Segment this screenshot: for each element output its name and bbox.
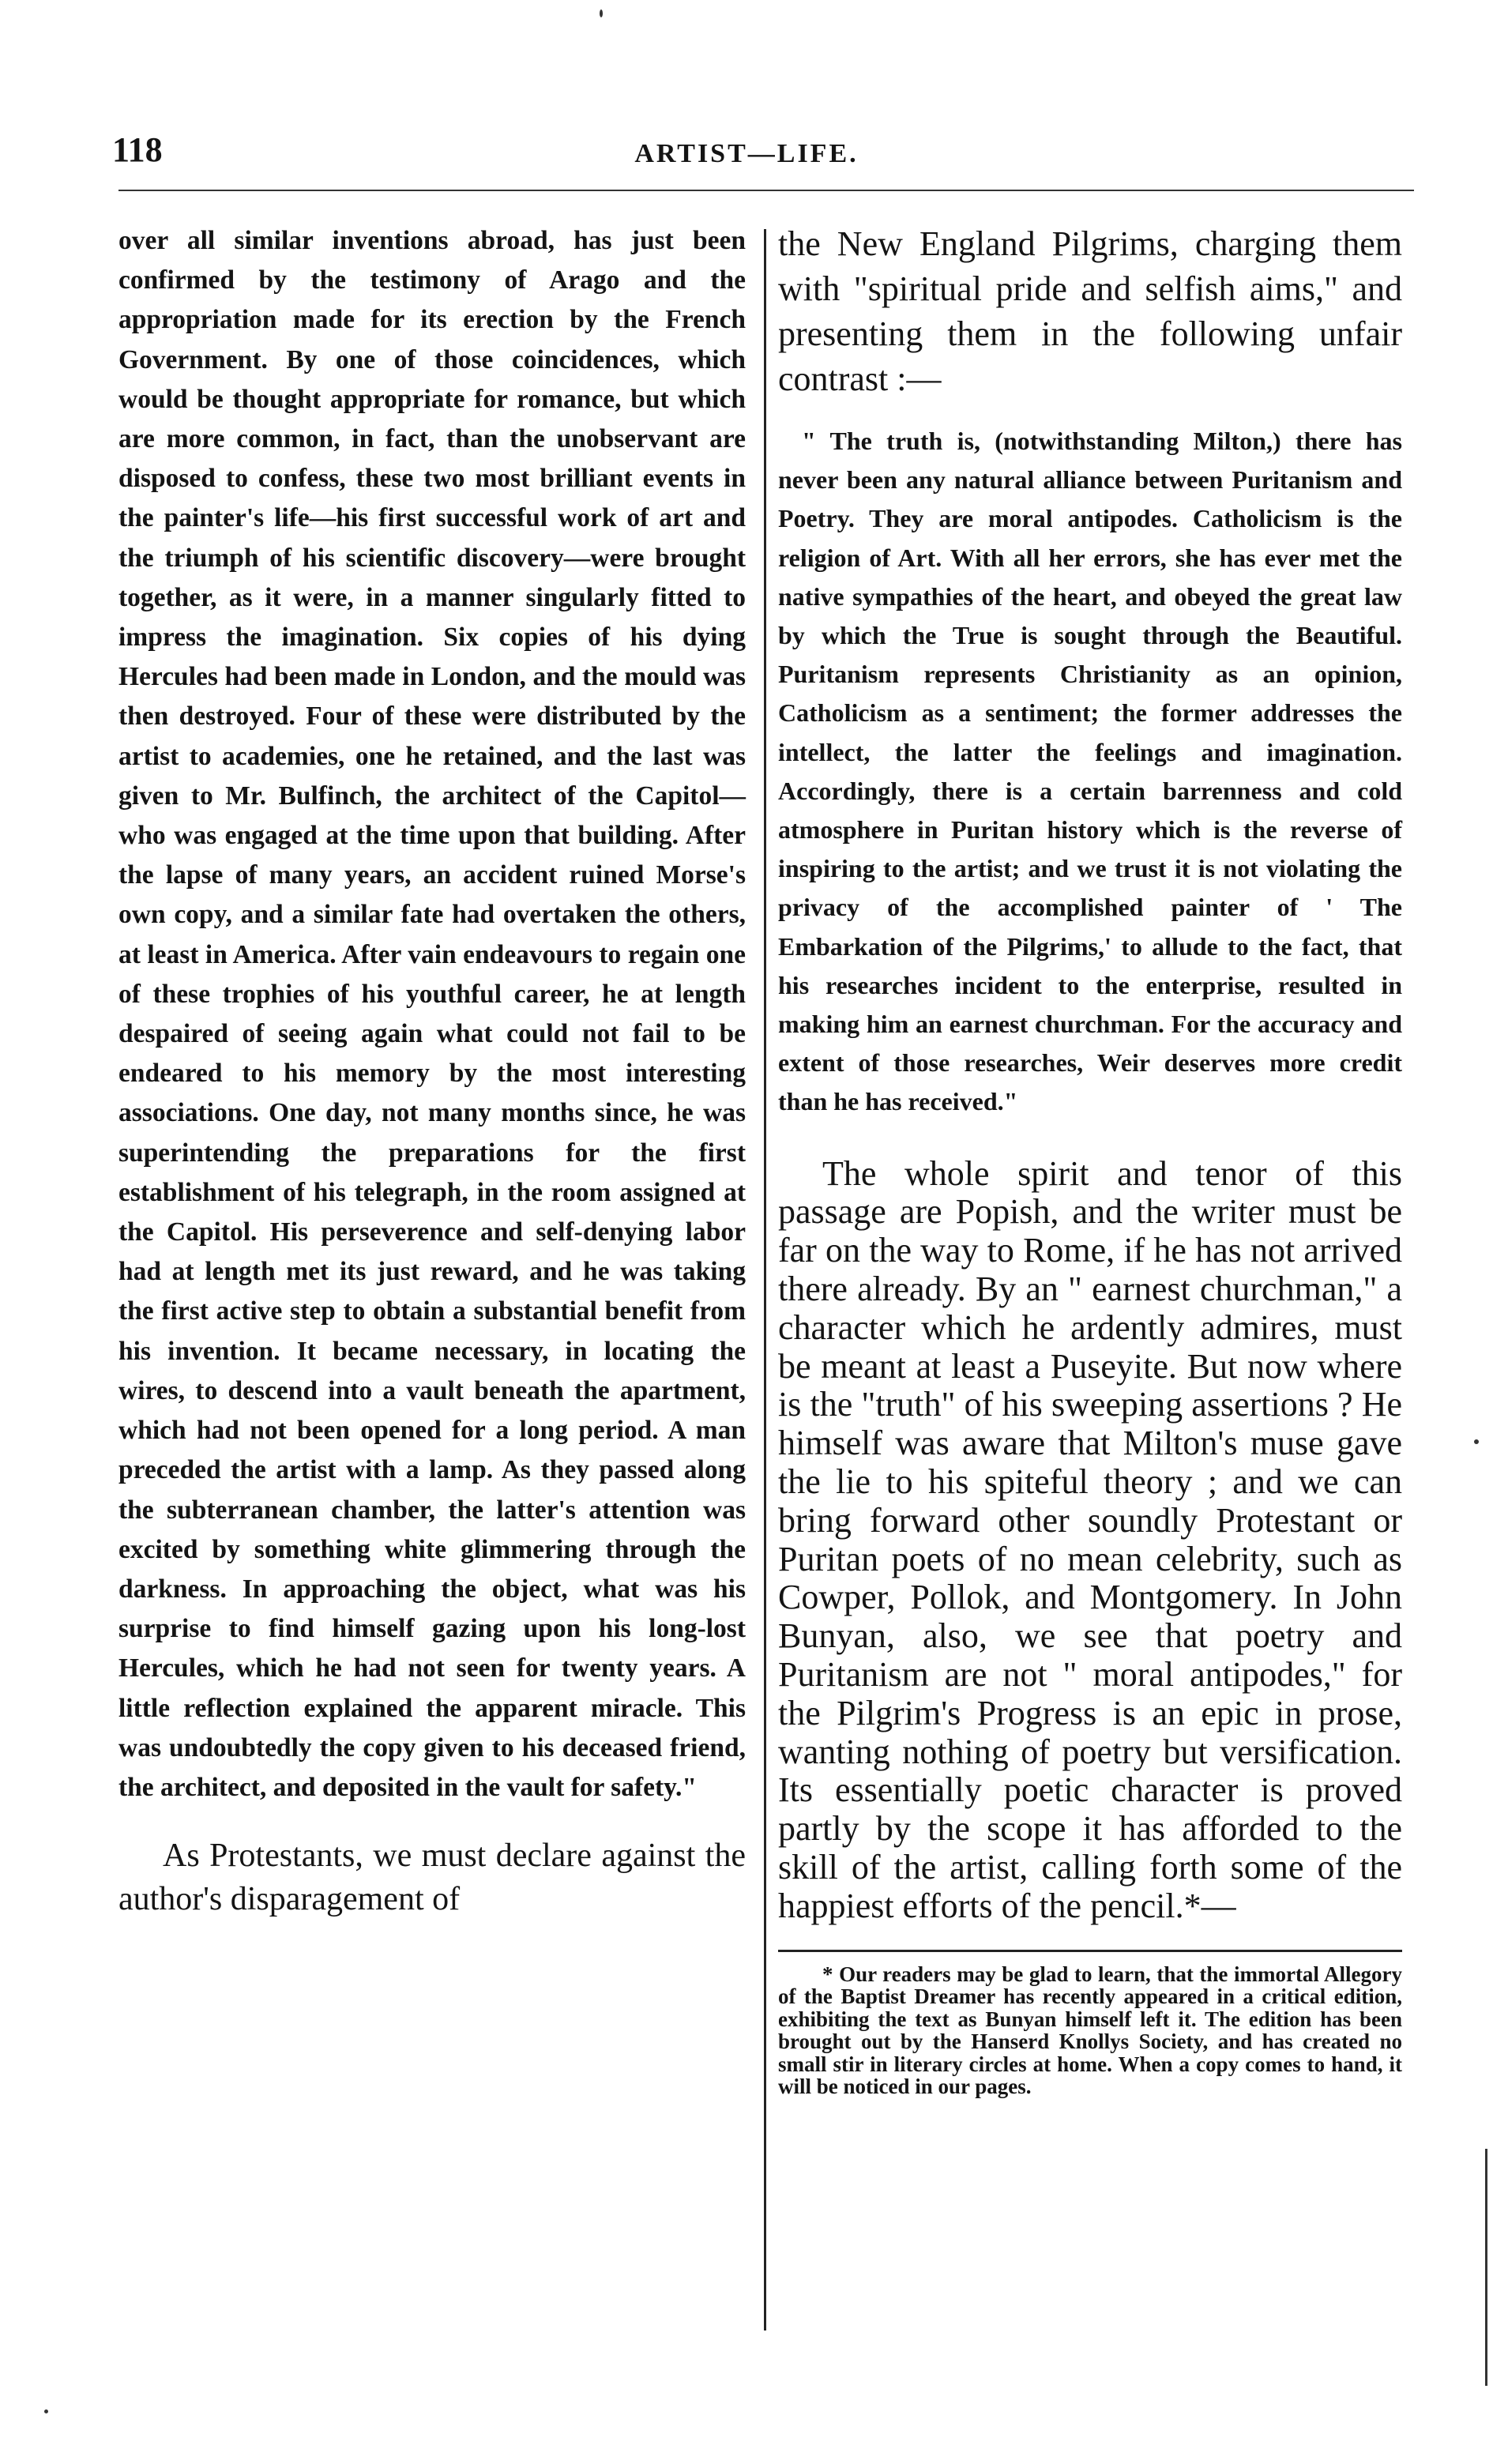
page-number: 118 [112,130,163,169]
left-column [118,221,746,1921]
column-divider [764,229,766,2330]
header-rule [118,190,1414,191]
right-body-paragraph: The whole spirit and tenor of this passage are Popish, and the writer must be far on the way to Rome, if he has not arrived there already. By an " earnest churchman," a character which he ardently admires, must be meant at least a Puseyite. But now where is the "truth" of his sweeping assertions ? He himself was aware that Milton's muse gave the lie to his spiteful theory ; and we can bring forward other soundly Protestant or Puritan poets of no mean celebrity, such as Cowper, Pollok, and Montgomery. In John Bunyan, also, we see that poetry and Puritanism are not " moral antipodes," for the Pilgrim's Progress is an epic in prose, wanting nothing of poetry but versification. Its essentially poetic character is proved partly by the scope it has afforded to the skill of the artist, calling forth some of the happiest efforts of the pencil.*— [778,1153,1402,1925]
right-lead-paragraph: the New England Pilgrims, charging them with "spiritual pride and selfish aims," and presenting them in the following unfair contrast :— [778,224,1402,398]
print-speck [1474,1439,1479,1444]
print-speck [44,2409,48,2413]
right-column [778,221,1402,2098]
block-quote: " The truth is, (notwithstanding Milton,) there has never been any natural alliance between Puritanism and Poetry. They are moral antipodes. Catholicism is the religion of Art. With all her errors, she has ever met the native sympathies of the heart, and obeyed the great law by which the True is sought through the Beautiful. Puritanism represents Christianity as an opinion, Catholicism as a sentiment; the former addresses the intellect, the latter the feelings and imagination. Accordingly, there is a certain barrenness and cold atmosphere in Puritan history which is the reverse of inspiring to the artist; and we trust it is not violating the privacy of the accomplished painter of ' The Embarkation of the Pilgrims,' to allude to the fact, that his researches incident to the enterprise, resulted in making him an earnest churchman. For the accuracy and extent of those researches, Weir deserves more credit than he has received." [778,427,1402,1116]
left-paragraph-1: over all similar inventions abroad, has just been confirmed by the testimony of Arago and the appropriation made for its erection by the French Government. By one of those coincidences, which would be thought appropriate for romance, but which are more common, in fact, than the unobservant are disposed to confess, these two most brilliant events in the painter's life—his first successful work of art and the triumph of his scientific discovery—were brought together, as it were, in a manner singularly fitted to impress the imagination. Six copies of his dying Hercules had been made in London, and the mould was then destroyed. Four of these were distributed by the artist to academies, one he retained, and the last was given to Mr. Bulfinch, the architect of the Capitol—who was engaged at the time upon that building. After the lapse of many years, an accident ruined Morse's own copy, and a similar fate had overtaken the others, at least in America. After vain endeavours to regain one of these trophies of his youthful career, he at length despaired of seeing again what could not fail to be endeared to his memory by the most interesting associations. One day, not many months since, he was superintending the preparations for the first establishment of his telegraph, in the room assigned at the Capitol. His perseverence and self-denying labor had at length met its just reward, and he was taking the first active step to obtain a substantial benefit from his invention. It became necessary, in locating the wires, to descend into a vault beneath the apartment, which had not been opened for a long period. A man preceded the artist with a lamp. As they passed along the subterranean chamber, the latter's attention was excited by something white glimmering through the darkness. In approaching the object, what was his surprise to find himself gazing upon his long-lost Hercules, which he had not seen for twenty years. A little reflection explained the apparent miracle. This was undoubtedly the copy given to his deceased friend, the architect, and deposited in the vault for safety." [118,226,746,1802]
left-paragraph-2: As Protestants, we must declare against the author's disparagement of [118,1838,746,1918]
footnote: * Our readers may be glad to learn, that the immortal Allegory of the Baptist Dreamer has recently appeared in a critical edition, exhibiting the text as Bunyan himself left it. The edition has been brought out by the Hanserd Knollys Society, and has created no small stir in literary circles at home. When a copy comes to hand, it will be noticed in our pages. [778,1962,1402,2099]
running-title: ARTIST—LIFE. [634,139,859,168]
footnote-rule [778,1950,1402,1952]
margin-line [1485,2149,1487,2386]
print-speck [600,9,603,17]
